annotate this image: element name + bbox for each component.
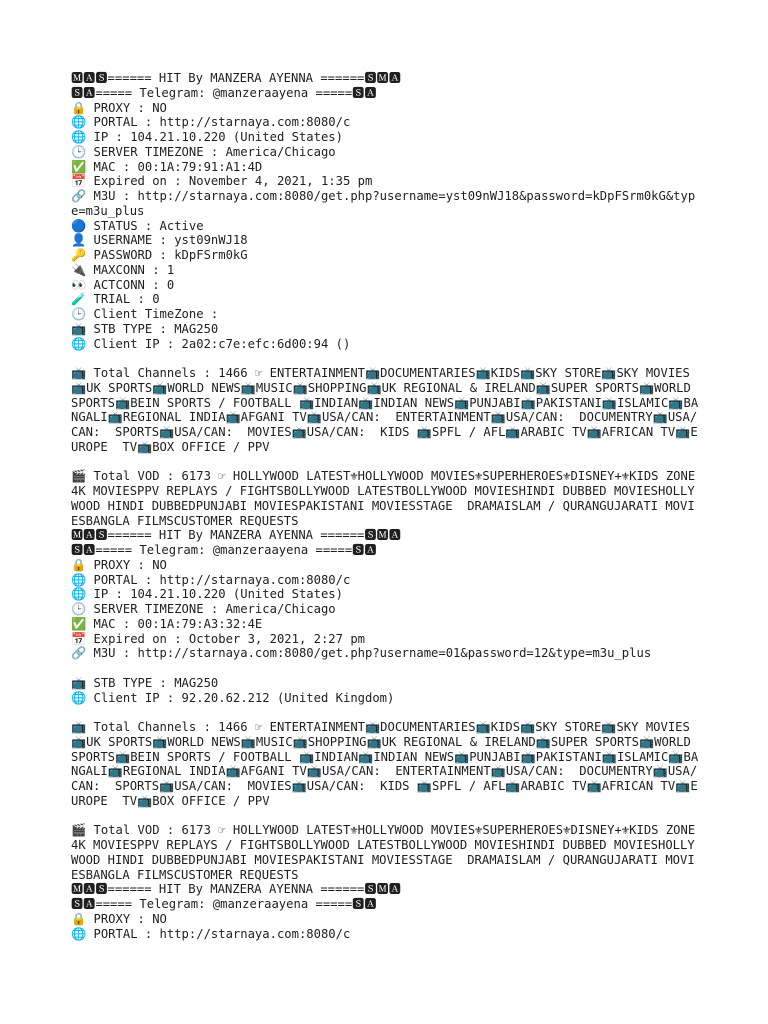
text-line: 🔗 M3U : http://starnaya.com:8080/get.php?username=yst09nWJ18&password=kDpFSrm0kG&type=m3u_plus <box>71 189 696 218</box>
text-line: 🅼🅰🆂====== HIT By MANZERA AYENNA ======🆂🅼🅰 <box>71 528 401 543</box>
text-line: 🔒 PROXY : NO <box>71 100 167 115</box>
text-block <box>71 469 701 661</box>
text-line: 📺 Total Channels : 1466 ☞ ENTERTAINMENT📺DOCUMENTARIES📺KIDS📺SKY STORE📺SKY MOVIES📺UK SPORTS📺WORLD NEWS📺MUSIC📺SHOPPING📺UK REGIONAL & IRELAND📺SUPER SPORTS📺WORLD SPORTS📺BEIN SPORTS / FOOTBALL 📺INDIAN📺INDIAN NEWS📺PUNJABI📺PAKISTANI📺ISLAMIC📺BANGALI📺REGIONAL INDIA📺AFGANI TV📺USA/CAN: ENTERTAINMENT📺USA/CAN: DOCUMENTRY📺USA/CAN: SPORTS📺USA/CAN: MOVIES📺USA/CAN: KIDS 📺SPFL / AFL📺ARABIC TV📺AFRICAN TV📺EUROPE TV📺BOX OFFICE / PPV <box>71 366 699 454</box>
text-block <box>71 366 701 455</box>
text-line: 🌐 Client IP : 2a02:c7e:efc:6d00:94 () <box>71 336 351 351</box>
text-line: 🆂🅰===== Telegram: @manzeraayena =====🆂🅰 <box>71 897 377 911</box>
text-line: 🧪 TRIAL : 0 <box>71 292 160 307</box>
text-block <box>71 823 701 941</box>
text-line: 🕒 SERVER TIMEZONE : America/Chicago <box>71 602 336 616</box>
text-line: 🌐 PORTAL : http://starnaya.com:8080/c <box>71 926 351 941</box>
paragraph-gap <box>71 661 701 676</box>
text-line: ✅ MAC : 00:1A:79:91:A1:4D <box>71 159 263 174</box>
paragraph-gap <box>71 705 701 720</box>
text-line: 🌐 IP : 104.21.10.220 (United States) <box>71 130 343 144</box>
text-line: 🔗 M3U : http://starnaya.com:8080/get.php?username=01&password=12&type=m3u_plus <box>71 646 652 661</box>
text-line: 🌐 PORTAL : http://starnaya.com:8080/c <box>71 572 351 587</box>
text-line: 🌐 PORTAL : http://starnaya.com:8080/c <box>71 115 351 130</box>
text-block <box>71 71 701 351</box>
text-line: 🔒 PROXY : NO <box>71 911 167 926</box>
text-line: 🕒 Client TimeZone : <box>71 307 219 321</box>
text-line: 📅 Expired on : November 4, 2021, 1:35 pm <box>71 174 373 189</box>
text-line: 🔌 MAXCONN : 1 <box>71 262 175 277</box>
text-line: 🌐 Client IP : 92.20.62.212 (United Kingdom) <box>71 690 395 705</box>
text-line: 🔒 PROXY : NO <box>71 557 167 572</box>
text-line: 📺 STB TYPE : MAG250 <box>71 321 219 336</box>
text-line: 📺 Total Channels : 1466 ☞ ENTERTAINMENT📺DOCUMENTARIES📺KIDS📺SKY STORE📺SKY MOVIES📺UK SPORTS📺WORLD NEWS📺MUSIC📺SHOPPING📺UK REGIONAL & IRELAND📺SUPER SPORTS📺WORLD SPORTS📺BEIN SPORTS / FOOTBALL 📺INDIAN📺INDIAN NEWS📺PUNJABI📺PAKISTANI📺ISLAMIC📺BANGALI📺REGIONAL INDIA📺AFGANI TV📺USA/CAN: ENTERTAINMENT📺USA/CAN: DOCUMENTRY📺USA/CAN: SPORTS📺USA/CAN: MOVIES📺USA/CAN: KIDS 📺SPFL / AFL📺ARABIC TV📺AFRICAN TV📺EUROPE TV📺BOX OFFICE / PPV <box>71 720 699 808</box>
paragraph-gap <box>71 455 701 470</box>
paragraph-gap <box>71 351 701 366</box>
text-line: 🆂🅰===== Telegram: @manzeraayena =====🆂🅰 <box>71 85 377 100</box>
text-line: 📺 STB TYPE : MAG250 <box>71 675 219 690</box>
text-line: 👀 ACTCONN : 0 <box>71 277 175 292</box>
paragraph-gap <box>71 809 701 824</box>
text-block <box>71 720 701 809</box>
text-line: 📅 Expired on : October 3, 2021, 2:27 pm <box>71 631 365 646</box>
text-line: 🕒 SERVER TIMEZONE : America/Chicago <box>71 144 336 159</box>
text-block <box>71 676 701 706</box>
text-line: 🆂🅰===== Telegram: @manzeraayena =====🆂🅰 <box>71 543 377 557</box>
text-line: 🎬 Total VOD : 6173 ☞ HOLLYWOOD LATEST⚜HOLLYWOOD MOVIES⚜SUPERHEROES⚜DISNEY+⚜KIDS ZONE4K MOVIESPPV REPLAYS / FIGHTSBOLLYWOOD LATESTBOLLYWOOD MOVIESHINDI DUBBED MOVIESHOLLYWOOD HINDI DUBBEDPUNJABI MOVIESPAKISTANI MOVIESSTAGE DRAMAISLAM / QURANGUJARATI MOVIESBANGLA FILMSCUSTOMER REQUESTS <box>71 823 696 882</box>
text-line: 🎬 Total VOD : 6173 ☞ HOLLYWOOD LATEST⚜HOLLYWOOD MOVIES⚜SUPERHEROES⚜DISNEY+⚜KIDS ZONE4K MOVIESPPV REPLAYS / FIGHTSBOLLYWOOD LATESTBOLLYWOOD MOVIESHINDI DUBBED MOVIESHOLLYWOOD HINDI DUBBEDPUNJABI MOVIESPAKISTANI MOVIESSTAGE DRAMAISLAM / QURANGUJARATI MOVIESBANGLA FILMSCUSTOMER REQUESTS <box>71 469 696 528</box>
document-page <box>71 71 701 941</box>
text-line: 🅼🅰🆂====== HIT By MANZERA AYENNA ======🆂🅼🅰 <box>71 71 401 85</box>
text-line: 🌐 IP : 104.21.10.220 (United States) <box>71 587 343 602</box>
text-line: 🅼🅰🆂====== HIT By MANZERA AYENNA ======🆂🅼🅰 <box>71 882 401 897</box>
text-line: ✅ MAC : 00:1A:79:A3:32:4E <box>71 616 263 631</box>
text-line: 👤 USERNAME : yst09nWJ18 <box>71 233 248 248</box>
text-line: 🔑 PASSWORD : kDpFSrm0kG <box>71 248 248 262</box>
text-line: 🔵 STATUS : Active <box>71 218 204 233</box>
